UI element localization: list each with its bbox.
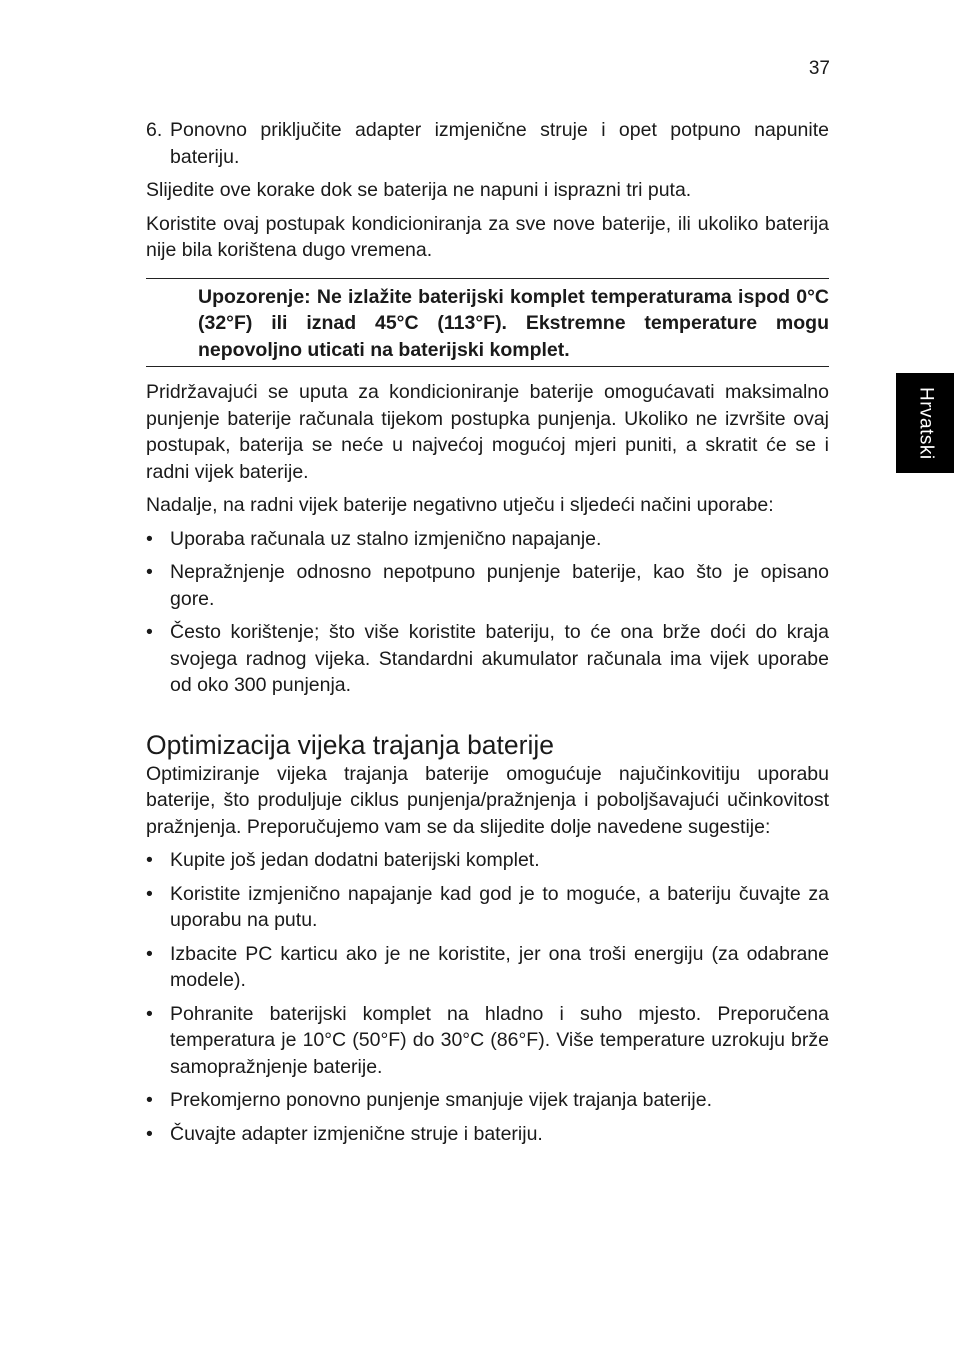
list-item: • Izbacite PC karticu ako je ne koristite, jer ona troši energiju (za odabrane modele). — [146, 942, 829, 991]
bullet: • — [146, 1122, 153, 1145]
language-tab-label: Hrvatski — [915, 386, 937, 460]
language-tab — [896, 373, 954, 473]
warning-text: Upozorenje: Ne izlažite baterijski komplet temperaturama ispod 0°C (32°F) ili iznad 45°C (113°F). Ekstremne temperature mogu nepovoljno uticati na baterijski komplet. — [198, 285, 829, 361]
paragraph-negative-factors: Nadalje, na radni vijek baterije negativno utječu i sljedeći načini uporabe: — [146, 494, 774, 516]
paragraph-conditioning-benefits: Pridržavajući se uputa za kondicioniranje baterije omogućavati maksimalno punjenje baterije računala tijekom postupka punjenja. Ukoliko ne izvršite ovaj postupak, baterija se neće u najvećoj mogućoj mjeri puniti, a skratit će se i radni vijek baterije. — [146, 381, 829, 483]
bullet: • — [146, 621, 153, 643]
bullet: • — [146, 1089, 153, 1111]
list-item: • Nepražnjenje odnosno nepotpuno punjenje baterije, kao što je opisano gore. — [146, 561, 829, 610]
bullet: • — [146, 882, 153, 905]
step-6 — [146, 117, 829, 170]
bullet: • — [146, 1002, 153, 1025]
bullet: • — [146, 849, 153, 871]
bullet: • — [146, 942, 153, 965]
paragraph-optimization: Optimiziranje vijeka trajanja baterije omogućuje najučinkovitiju uporabu baterije, što produljuje ciklus punjenja/pražnjenja i poboljšavajući učinkovitost pražnjenja. Preporučujemo vam se da slijedite dolje navedene sugestije: — [146, 762, 829, 838]
list-item: • Često korištenje; što više koristite bateriju, to će ona brže doći do kraja svojega radnog vijeka. Standardni akumulator računala ima vijek uporabe od oko 300 punjenja. — [146, 621, 829, 696]
list-item: • Koristite izmjenično napajanje kad god je to moguće, a bateriju čuvajte za uporabu na putu. — [146, 882, 829, 931]
step-text: Ponovno priključite adapter izmjenične struje i opet potpuno napunite bateriju. — [170, 119, 829, 168]
page-number: 37 — [808, 58, 830, 79]
suggestions-list — [146, 847, 829, 1147]
section-heading: Optimizacija vijeka trajanja baterije — [146, 729, 554, 760]
paragraph-conditioning: Koristite ovaj postupak kondicioniranja za sve nove baterije, ili ukoliko baterija nije bila korištena dugo vremena. — [146, 212, 829, 261]
list-item: • Uporaba računala uz stalno izmjenično napajanje. — [146, 526, 829, 553]
bullet: • — [146, 561, 153, 583]
warning-box — [146, 278, 829, 368]
list-item: • Čuvajte adapter izmjenične struje i bateriju. — [146, 1121, 829, 1148]
paragraph-repeat-steps: Slijedite ove korake dok se baterija ne napuni i isprazni tri puta. — [146, 179, 692, 201]
bullet: • — [146, 527, 153, 550]
negative-factors-list — [146, 526, 829, 699]
step-number: 6. — [146, 119, 163, 141]
list-item: • Pohranite baterijski komplet na hladno i suho mjesto. Preporučena temperatura je 10°C (50°F) do 30°C (86°F). Više temperature uzrokuju brže samopražnjenje baterije. — [146, 1002, 829, 1078]
list-item: • Kupite još jedan dodatni baterijski komplet. — [146, 847, 829, 874]
page-content — [146, 117, 829, 1147]
list-item: • Prekomjerno ponovno punjenje smanjuje vijek trajanja baterije. — [146, 1087, 829, 1114]
